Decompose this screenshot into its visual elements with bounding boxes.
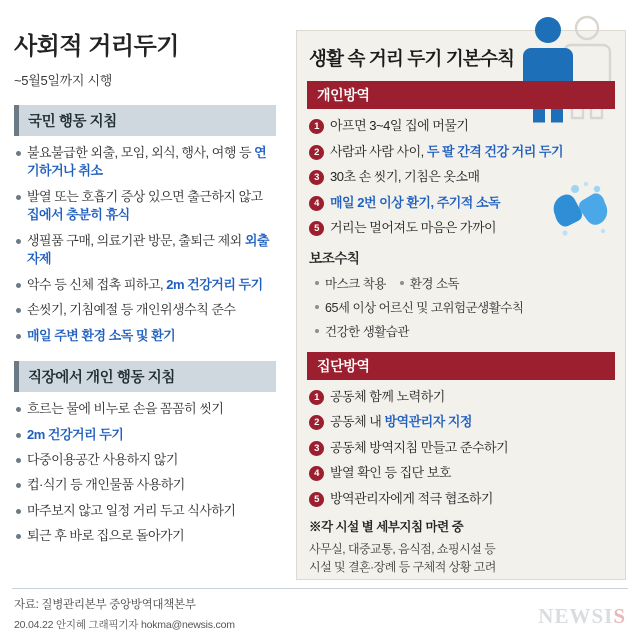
auxiliary-rule-item xyxy=(315,274,613,292)
group-prevention-item-label: 발열 확인 등 집단 보호 xyxy=(330,465,451,481)
workplace-guideline-item xyxy=(14,426,276,444)
workplace-guideline-item-label: 마주보지 않고 일정 거리 두고 식사하기 xyxy=(27,502,236,518)
workplace-guideline-item xyxy=(14,527,276,545)
auxiliary-rules-list xyxy=(315,274,613,340)
auxiliary-rule-label: 환경 소독 xyxy=(409,276,460,291)
group-prevention-item-label: 공동체 방역지침 만들고 준수하기 xyxy=(330,439,509,455)
auxiliary-rule-label: 65세 이상 어르신 및 고위험군생활수칙 xyxy=(325,300,524,315)
personal-prevention-item-label: 30초 손 씻기, 기침은 옷소매 xyxy=(330,169,480,185)
group-prevention-item xyxy=(309,439,613,457)
section-header-workplace-guidelines: 직장에서 개인 행동 지침 xyxy=(14,361,276,392)
bullet-dot-icon xyxy=(16,239,21,244)
footer-divider xyxy=(12,588,628,589)
number-badge: 4 xyxy=(309,196,324,211)
note-line-2: 시설 및 결혼·장례 등 구체적 상황 고려 xyxy=(309,560,496,575)
personal-prevention-item-label: 사람과 사람 사이, 두 팔 간격 건강 거리 두기 xyxy=(330,143,563,159)
personal-prevention-item-label: 아프면 3~4일 집에 머물기 xyxy=(330,118,469,133)
person-icon xyxy=(501,7,621,127)
number-badge: 2 xyxy=(309,145,324,160)
bullet-dot-icon xyxy=(315,305,319,309)
public-guideline-item xyxy=(14,301,276,319)
workplace-guideline-item xyxy=(14,400,276,418)
auxiliary-rule-item xyxy=(315,322,613,340)
workplace-guideline-item-label: 컵·식기 등 개인물품 사용하기 xyxy=(27,477,185,493)
section-header-public-guidelines: 국민 행동 지침 xyxy=(14,105,276,136)
public-guideline-item xyxy=(14,232,276,269)
bullet-dot-icon xyxy=(16,534,21,539)
personal-prevention-item-label: 거리는 멀어져도 마음은 가까이 xyxy=(330,220,497,236)
public-guideline-item xyxy=(14,327,276,345)
note-line-1: 사무실, 대중교통, 음식점, 쇼핑시설 등 xyxy=(309,542,496,557)
public-guideline-item xyxy=(14,276,276,294)
bullet-dot-icon xyxy=(315,281,319,285)
number-badge: 2 xyxy=(309,415,324,430)
workplace-guideline-item-label: 2m 건강거리 두기 xyxy=(27,426,124,442)
panel-title: 생활 속 거리 두기 기본수칙 xyxy=(309,48,515,69)
personal-prevention-list xyxy=(309,117,613,237)
public-guideline-item-label: 매일 주변 환경 소독 및 환기 xyxy=(27,327,176,343)
newsis-watermark: NEWSIS xyxy=(538,604,626,628)
number-badge: 3 xyxy=(309,441,324,456)
bullet-dot-icon xyxy=(16,483,21,488)
personal-prevention-item-label: 매일 2번 이상 환기, 주기적 소독 xyxy=(330,194,501,210)
section-header-auxiliary: 보조수칙 xyxy=(309,250,360,266)
public-guideline-item xyxy=(14,188,276,225)
workplace-guideline-item xyxy=(14,476,276,494)
page-title: 사회적 거리두기 xyxy=(14,33,179,60)
public-guideline-item-label: 불요불급한 외출, 모임, 외식, 행사, 여행 등 연기하거나 취소 xyxy=(27,145,267,179)
number-badge: 1 xyxy=(309,390,324,405)
group-prevention-item xyxy=(309,490,613,508)
left-column xyxy=(0,0,290,553)
number-badge: 5 xyxy=(309,492,324,507)
bullet-dot-icon xyxy=(16,407,21,412)
auxiliary-rule-label: 마스크 착용 xyxy=(325,276,386,291)
bullet-dot-icon xyxy=(16,283,21,288)
personal-prevention-item xyxy=(309,168,613,186)
section-header-group-prevention: 집단방역 xyxy=(307,352,615,380)
workplace-guideline-item-label: 흐르는 물에 비누로 손을 꼼꼼히 씻기 xyxy=(27,401,224,417)
credit-text: 20.04.22 안지혜 그래픽기자 hokma@newsis.com xyxy=(14,619,235,631)
public-guideline-item xyxy=(14,144,276,181)
workplace-guideline-item-label: 다중이용공간 사용하지 않기 xyxy=(27,451,178,467)
public-guideline-item-label: 손씻기, 기침예절 등 개인위생수칙 준수 xyxy=(27,302,236,318)
group-prevention-item xyxy=(309,388,613,406)
personal-prevention-item xyxy=(309,219,613,237)
bullet-dot-icon xyxy=(16,458,21,463)
workplace-guideline-item-label: 퇴근 후 바로 집으로 돌아가기 xyxy=(27,528,185,544)
group-prevention-item-label: 공동체 내 방역관리자 지정 xyxy=(330,414,472,430)
public-guideline-item-label: 발열 또는 호흡기 증상 있으면 출근하지 않고 집에서 충분히 휴식 xyxy=(27,188,263,223)
bullet-dot-icon xyxy=(16,195,21,200)
group-prevention-item-label: 공동체 함께 노력하기 xyxy=(330,388,445,404)
auxiliary-rule-item xyxy=(315,298,613,316)
bullet-dot-icon xyxy=(16,308,21,313)
section-header-personal-prevention: 개인방역 xyxy=(307,81,615,109)
source-text: 자료: 질병관리본부 중앙방역대책본부 xyxy=(14,599,196,611)
page-subtitle: ~5월5일까지 시행 xyxy=(14,73,113,88)
public-guidelines-list xyxy=(14,144,276,345)
bullet-dot-icon xyxy=(16,433,21,438)
group-prevention-list xyxy=(309,388,613,508)
group-prevention-item-label: 방역관리자에게 적극 협조하기 xyxy=(330,490,493,506)
group-prevention-item xyxy=(309,413,613,431)
auxiliary-rule-label: 건강한 생활습관 xyxy=(325,324,409,339)
right-panel xyxy=(296,30,626,580)
number-badge: 3 xyxy=(309,170,324,185)
bullet-dot-icon xyxy=(315,329,319,333)
personal-prevention-item xyxy=(309,194,613,212)
bullet-dot-icon xyxy=(400,281,404,285)
number-badge: 5 xyxy=(309,221,324,236)
group-prevention-item xyxy=(309,464,613,482)
workplace-guidelines-list xyxy=(14,400,276,546)
note-heading: ※각 시설 별 세부지침 마련 중 xyxy=(309,520,464,535)
bullet-dot-icon xyxy=(16,509,21,514)
number-badge: 1 xyxy=(309,119,324,134)
public-guideline-item-label: 악수 등 신체 접촉 피하고, 2m 건강거리 두기 xyxy=(27,276,263,292)
personal-prevention-item xyxy=(309,143,613,161)
number-badge: 4 xyxy=(309,466,324,481)
personal-prevention-item xyxy=(309,117,613,135)
workplace-guideline-item xyxy=(14,502,276,520)
bullet-dot-icon xyxy=(16,334,21,339)
bullet-dot-icon xyxy=(16,151,21,156)
workplace-guideline-item xyxy=(14,451,276,469)
public-guideline-item-label: 생필품 구매, 의료기관 방문, 출퇴근 제외 외출 자제 xyxy=(27,232,269,267)
